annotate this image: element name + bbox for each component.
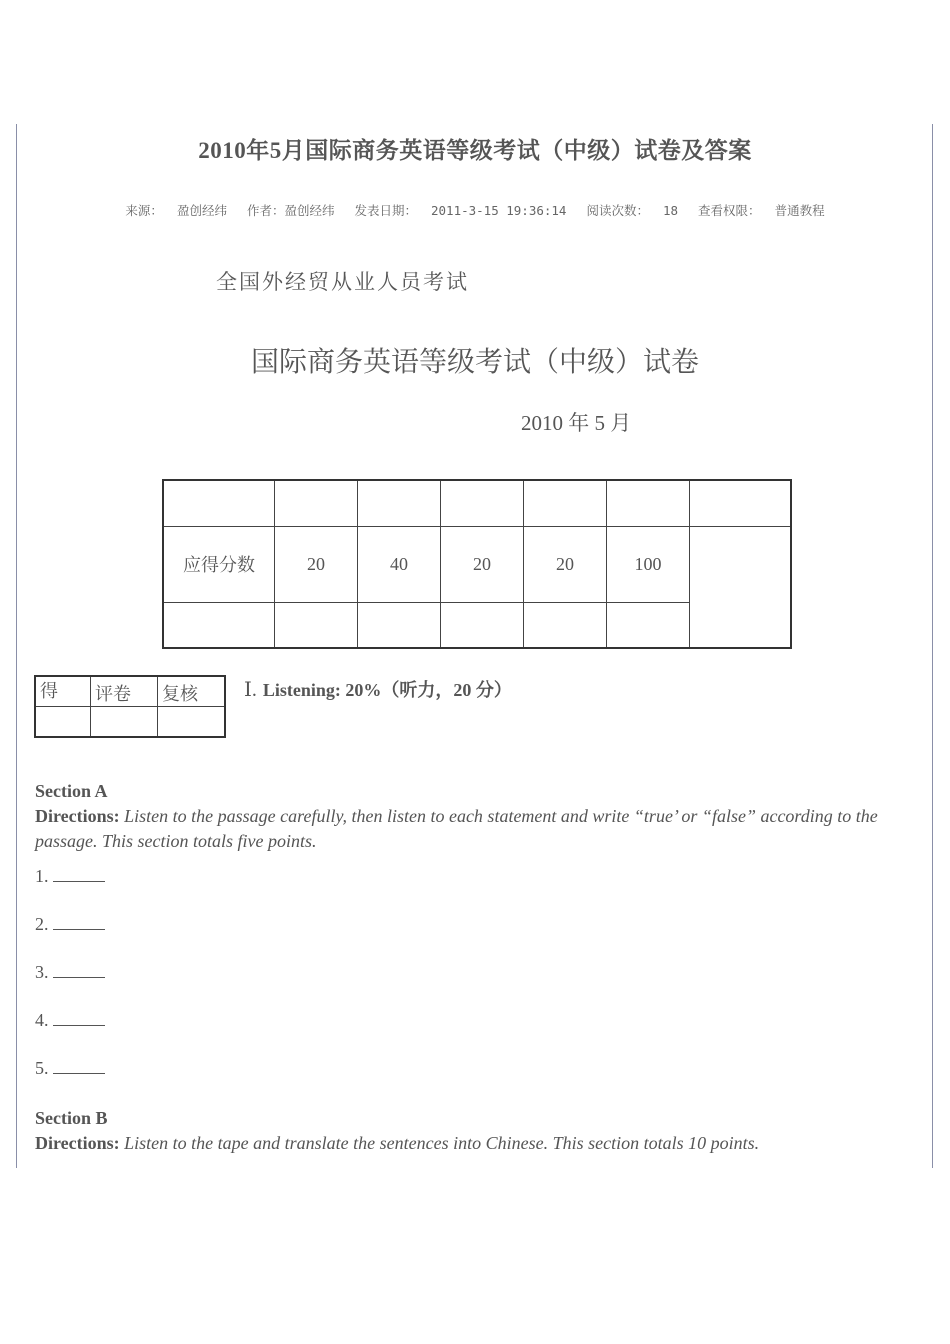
answer-blank[interactable] xyxy=(53,963,105,978)
answer-blank[interactable] xyxy=(53,867,105,882)
part-heading xyxy=(244,676,512,702)
answer-blank[interactable] xyxy=(53,1011,105,1026)
reads-value: 18 xyxy=(662,203,679,218)
score-table-cell xyxy=(358,602,441,648)
grader-cell xyxy=(158,706,226,737)
grader-cell xyxy=(35,706,91,737)
answer-line-5 xyxy=(35,1058,105,1079)
grader-score-header: 得 xyxy=(35,676,91,706)
answer-number: 5. xyxy=(35,1058,49,1078)
score-table-cell xyxy=(690,480,792,526)
document-title: 2010年5月国际商务英语等级考试（中级）试卷及答案 xyxy=(198,138,752,163)
grader-reviewer-header: 复核 xyxy=(158,676,226,706)
author-label: 作者： xyxy=(246,203,285,218)
score-table-points-row xyxy=(163,526,791,602)
part-title: Listening: 20%（听力，20 分） xyxy=(262,680,512,700)
author-value: 盈创经纬 xyxy=(284,203,335,218)
section-b-directions-text: Listen to the tape and translate the sentences into Chinese. This section totals 10 points. xyxy=(124,1133,760,1153)
grader-cell xyxy=(91,706,158,737)
score-table-cell xyxy=(607,480,690,526)
score-table-cell xyxy=(275,480,358,526)
score-table-cell xyxy=(163,480,275,526)
section-a-directions-text: Listen to the passage carefully, then listen to each statement and write “true’ or “false” according to the passage. This section totals five points. xyxy=(35,806,878,851)
section-a-directions-label: Directions: xyxy=(35,806,120,826)
section-b xyxy=(35,1106,915,1156)
exam-name: 国际商务英语等级考试（中级）试卷 xyxy=(250,347,699,378)
score-table-cell xyxy=(690,526,792,648)
source-label: 来源： xyxy=(125,203,163,218)
section-b-directions-label: Directions: xyxy=(35,1133,120,1153)
score-table-cell xyxy=(358,480,441,526)
reads-label: 阅读次数： xyxy=(586,203,649,218)
answer-line-4 xyxy=(35,1010,105,1031)
answer-number: 2. xyxy=(35,914,49,934)
section-b-title: Section B xyxy=(35,1108,108,1128)
score-table-cell xyxy=(163,602,275,648)
exam-date: 2010 年 5 月 xyxy=(521,411,632,435)
access-value: 普通教程 xyxy=(774,203,825,218)
score-table-cell xyxy=(441,602,524,648)
score-value: 40 xyxy=(358,526,441,602)
answer-line-1 xyxy=(35,866,105,887)
score-value: 20 xyxy=(275,526,358,602)
exam-organization: 全国外经贸从业人员考试 xyxy=(216,270,469,294)
date-label: 发表日期： xyxy=(354,203,417,218)
access-label: 查看权限： xyxy=(698,203,761,218)
page-right-border xyxy=(932,124,933,1168)
score-value: 100 xyxy=(607,526,690,602)
section-a-title: Section A xyxy=(35,781,108,801)
grader-box xyxy=(34,675,226,738)
answer-number: 1. xyxy=(35,866,49,886)
answer-blank[interactable] xyxy=(53,915,105,930)
score-table-cell xyxy=(524,480,607,526)
score-table xyxy=(162,479,792,649)
article-meta xyxy=(0,201,950,219)
date-value: 2011-3-15 19:36:14 xyxy=(431,203,567,218)
grader-marker-header: 评卷 xyxy=(91,676,158,706)
score-value: 20 xyxy=(441,526,524,602)
score-value: 20 xyxy=(524,526,607,602)
answer-line-3 xyxy=(35,962,105,983)
part-number: Ⅰ. xyxy=(244,679,257,701)
grader-header-row xyxy=(35,676,225,706)
grader-blank-row xyxy=(35,706,225,737)
score-table-header-row xyxy=(163,480,791,526)
answer-number: 3. xyxy=(35,962,49,982)
score-table-cell xyxy=(607,602,690,648)
answer-number: 4. xyxy=(35,1010,49,1030)
answer-blank[interactable] xyxy=(53,1059,105,1074)
score-row-label: 应得分数 xyxy=(163,526,275,602)
source-value: 盈创经纬 xyxy=(176,203,227,218)
answer-line-2 xyxy=(35,914,105,935)
section-a xyxy=(35,779,915,854)
score-table-cell xyxy=(441,480,524,526)
score-table-cell xyxy=(524,602,607,648)
page-left-border xyxy=(16,124,17,1168)
score-table-cell xyxy=(275,602,358,648)
